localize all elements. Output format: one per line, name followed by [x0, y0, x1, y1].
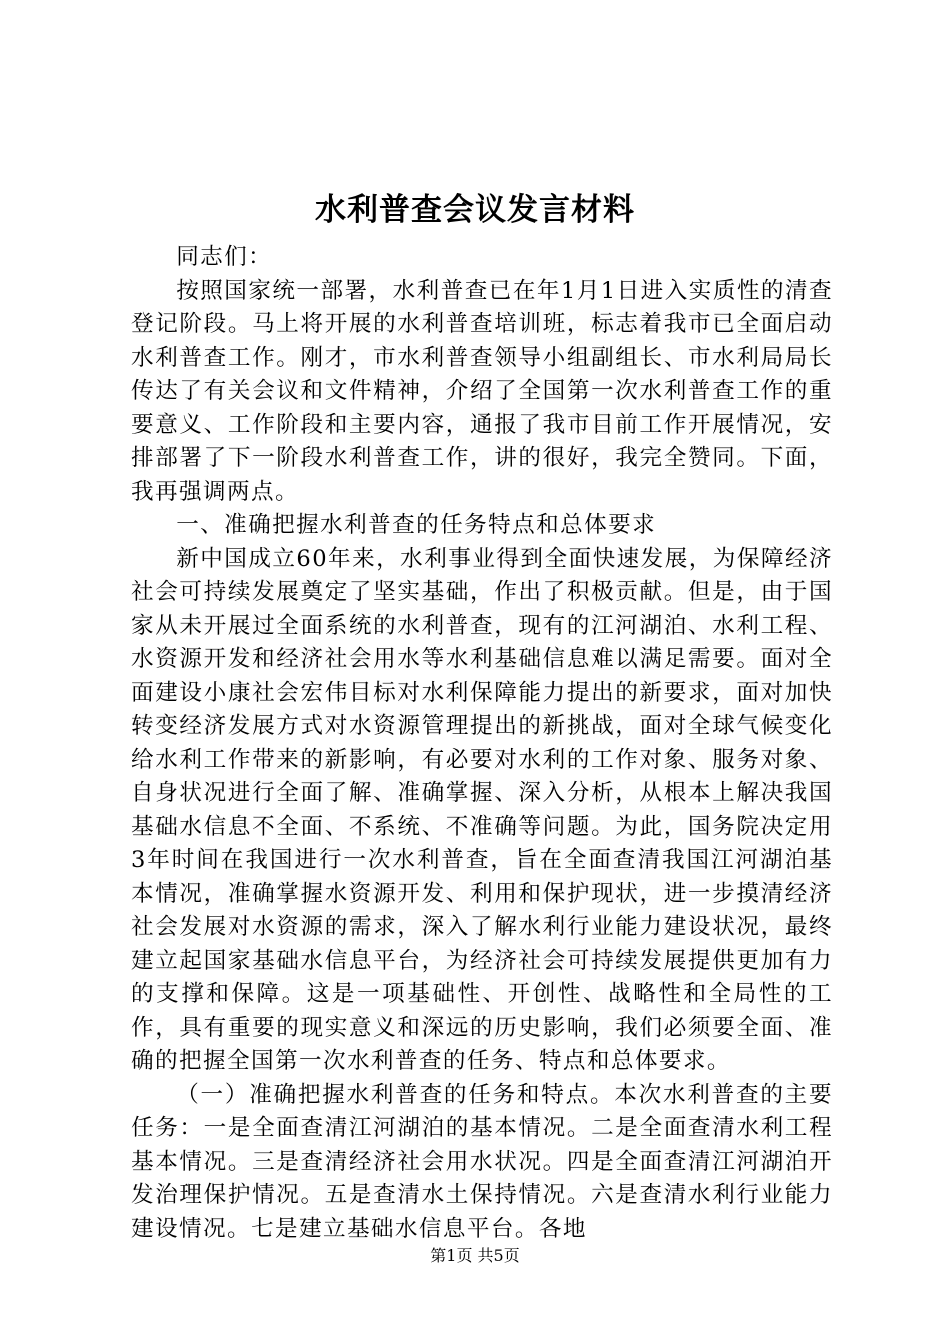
- paragraph-background: 新中国成立60年来，水利事业得到全面快速发展，为保障经济社会可持续发展奠定了坚实基础，作出了积极贡献。但是，由于国家从未开展过全面系统的水利普查，现有的江河湖泊、水利工程、水资源开发和经济社会用水等水利基础信息难以满足需要。面对全面建设小康社会宏伟目标对水利保障能力提出的新要求，面对加快转变经济发展方式对水资源管理提出的新挑战，面对全球气候变化给水利工作带来的新影响，有必要对水利的工作对象、服务对象、自身状况进行全面了解、准确掌握、深入分析，从根本上解决我国基础水信息不全面、不系统、不准确等问题。为此，国务院决定用3年时间在我国进行一次水利普查，旨在全面查清我国江河湖泊基本情况，准确掌握水资源开发、利用和保护现状，进一步摸清经济社会发展对水资源的需求，深入了解水利行业能力建设状况，最终建立起国家基础水信息平台，为经济社会可持续发展提供更加有力的支撑和保障。这是一项基础性、开创性、战略性和全局性的工作，具有重要的现实意义和深远的历史影响，我们必须要全面、准确的把握全国第一次水利普查的任务、特点和总体要求。: [131, 545, 833, 1074]
- salutation: 同志们：: [176, 244, 273, 270]
- paragraph-subsection-1: （一）准确把握水利普查的任务和特点。本次水利普查的主要任务：一是全面查清江河湖泊的基本情况。二是全面查清水利工程基本情况。三是查清经济社会用水状况。四是全面查清江河湖泊开发治理保护情况。五是查清水土保持情况。六是查清水利行业能力建设情况。七是建立基础水信息平台。各地: [131, 1081, 833, 1242]
- document-title: 水利普查会议发言材料: [315, 192, 635, 228]
- section-heading-1: 一、准确把握水利普查的任务特点和总体要求: [176, 512, 657, 538]
- paragraph-intro: 按照国家统一部署，水利普查已在年1月1日进入实质性的清查登记阶段。马上将开展的水利普查培训班，标志着我市已全面启动水利普查工作。刚才，市水利普查领导小组副组长、市水利局局长传达了有关会议和文件精神，介绍了全国第一次水利普查工作的重要意义、工作阶段和主要内容，通报了我市目前工作开展情况，安排部署了下一阶段水利普查工作，讲的很好，我完全赞同。下面，我再强调两点。: [131, 277, 833, 505]
- page-footer: 第1页 共5页: [430, 1246, 520, 1265]
- document-body: [131, 241, 833, 1246]
